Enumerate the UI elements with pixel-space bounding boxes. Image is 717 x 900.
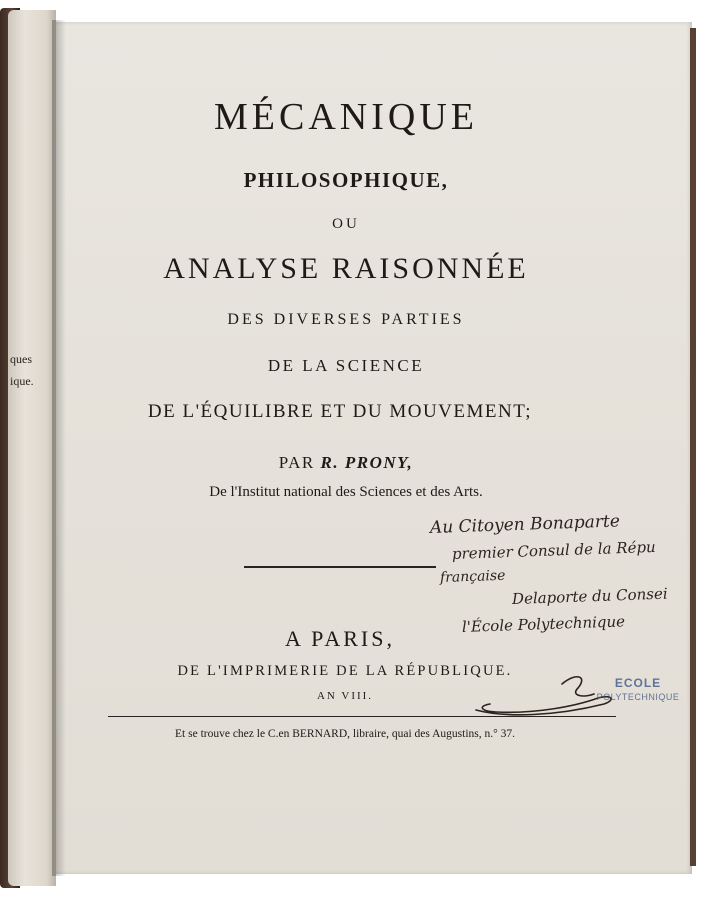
divider-rule — [244, 566, 436, 568]
inscription-line: premier Consul de la Répu — [451, 537, 656, 563]
stamp-line: POLYTECHNIQUE — [596, 692, 680, 702]
inscription-line: Delaporte du Consei — [511, 584, 668, 608]
imprint-printer: DE L'IMPRIMERIE DE LA RÉPUBLIQUE. — [177, 663, 513, 679]
imprint-place: A PARIS, — [284, 626, 395, 651]
left-page-fragment: ique. — [10, 374, 34, 388]
title-line-equilibre: DE L'ÉQUILIBRE ET DU MOUVEMENT; — [147, 401, 533, 422]
title-page — [56, 22, 692, 874]
author-line — [0, 453, 692, 473]
title-line-philosophique: PHILOSOPHIQUE, — [243, 168, 449, 192]
title-line-mecanique: MÉCANIQUE — [214, 96, 478, 138]
author-name: R. PRONY, — [320, 453, 414, 472]
inscription-line: l'École Polytechnique — [461, 612, 626, 636]
left-page — [8, 10, 56, 886]
author-prefix: PAR — [278, 453, 315, 472]
title-line-diverses: DES DIVERSES PARTIES — [227, 311, 465, 328]
title-line-ou: OU — [332, 216, 360, 232]
bookseller-line: Et se trouve chez le C.en BERNARD, libraire, quai des Augustins, n.° 37. — [175, 728, 515, 740]
inscription-line: Au Citoyen Bonaparte — [429, 511, 621, 538]
back-cover-edge — [690, 28, 696, 866]
spine-shadow — [52, 20, 66, 876]
inscription-line: française — [439, 567, 506, 586]
stamp-line: ECOLE — [614, 676, 662, 690]
left-page-fragment: ques — [10, 352, 32, 366]
library-stamp — [592, 676, 684, 716]
title-line-analyse: ANALYSE RAISONNÉE — [163, 252, 529, 285]
title-line-science: DE LA SCIENCE — [267, 356, 425, 375]
imprint-year: AN VIII. — [316, 690, 374, 702]
author-institution: De l'Institut national des Sciences et des Arts. — [209, 484, 483, 500]
